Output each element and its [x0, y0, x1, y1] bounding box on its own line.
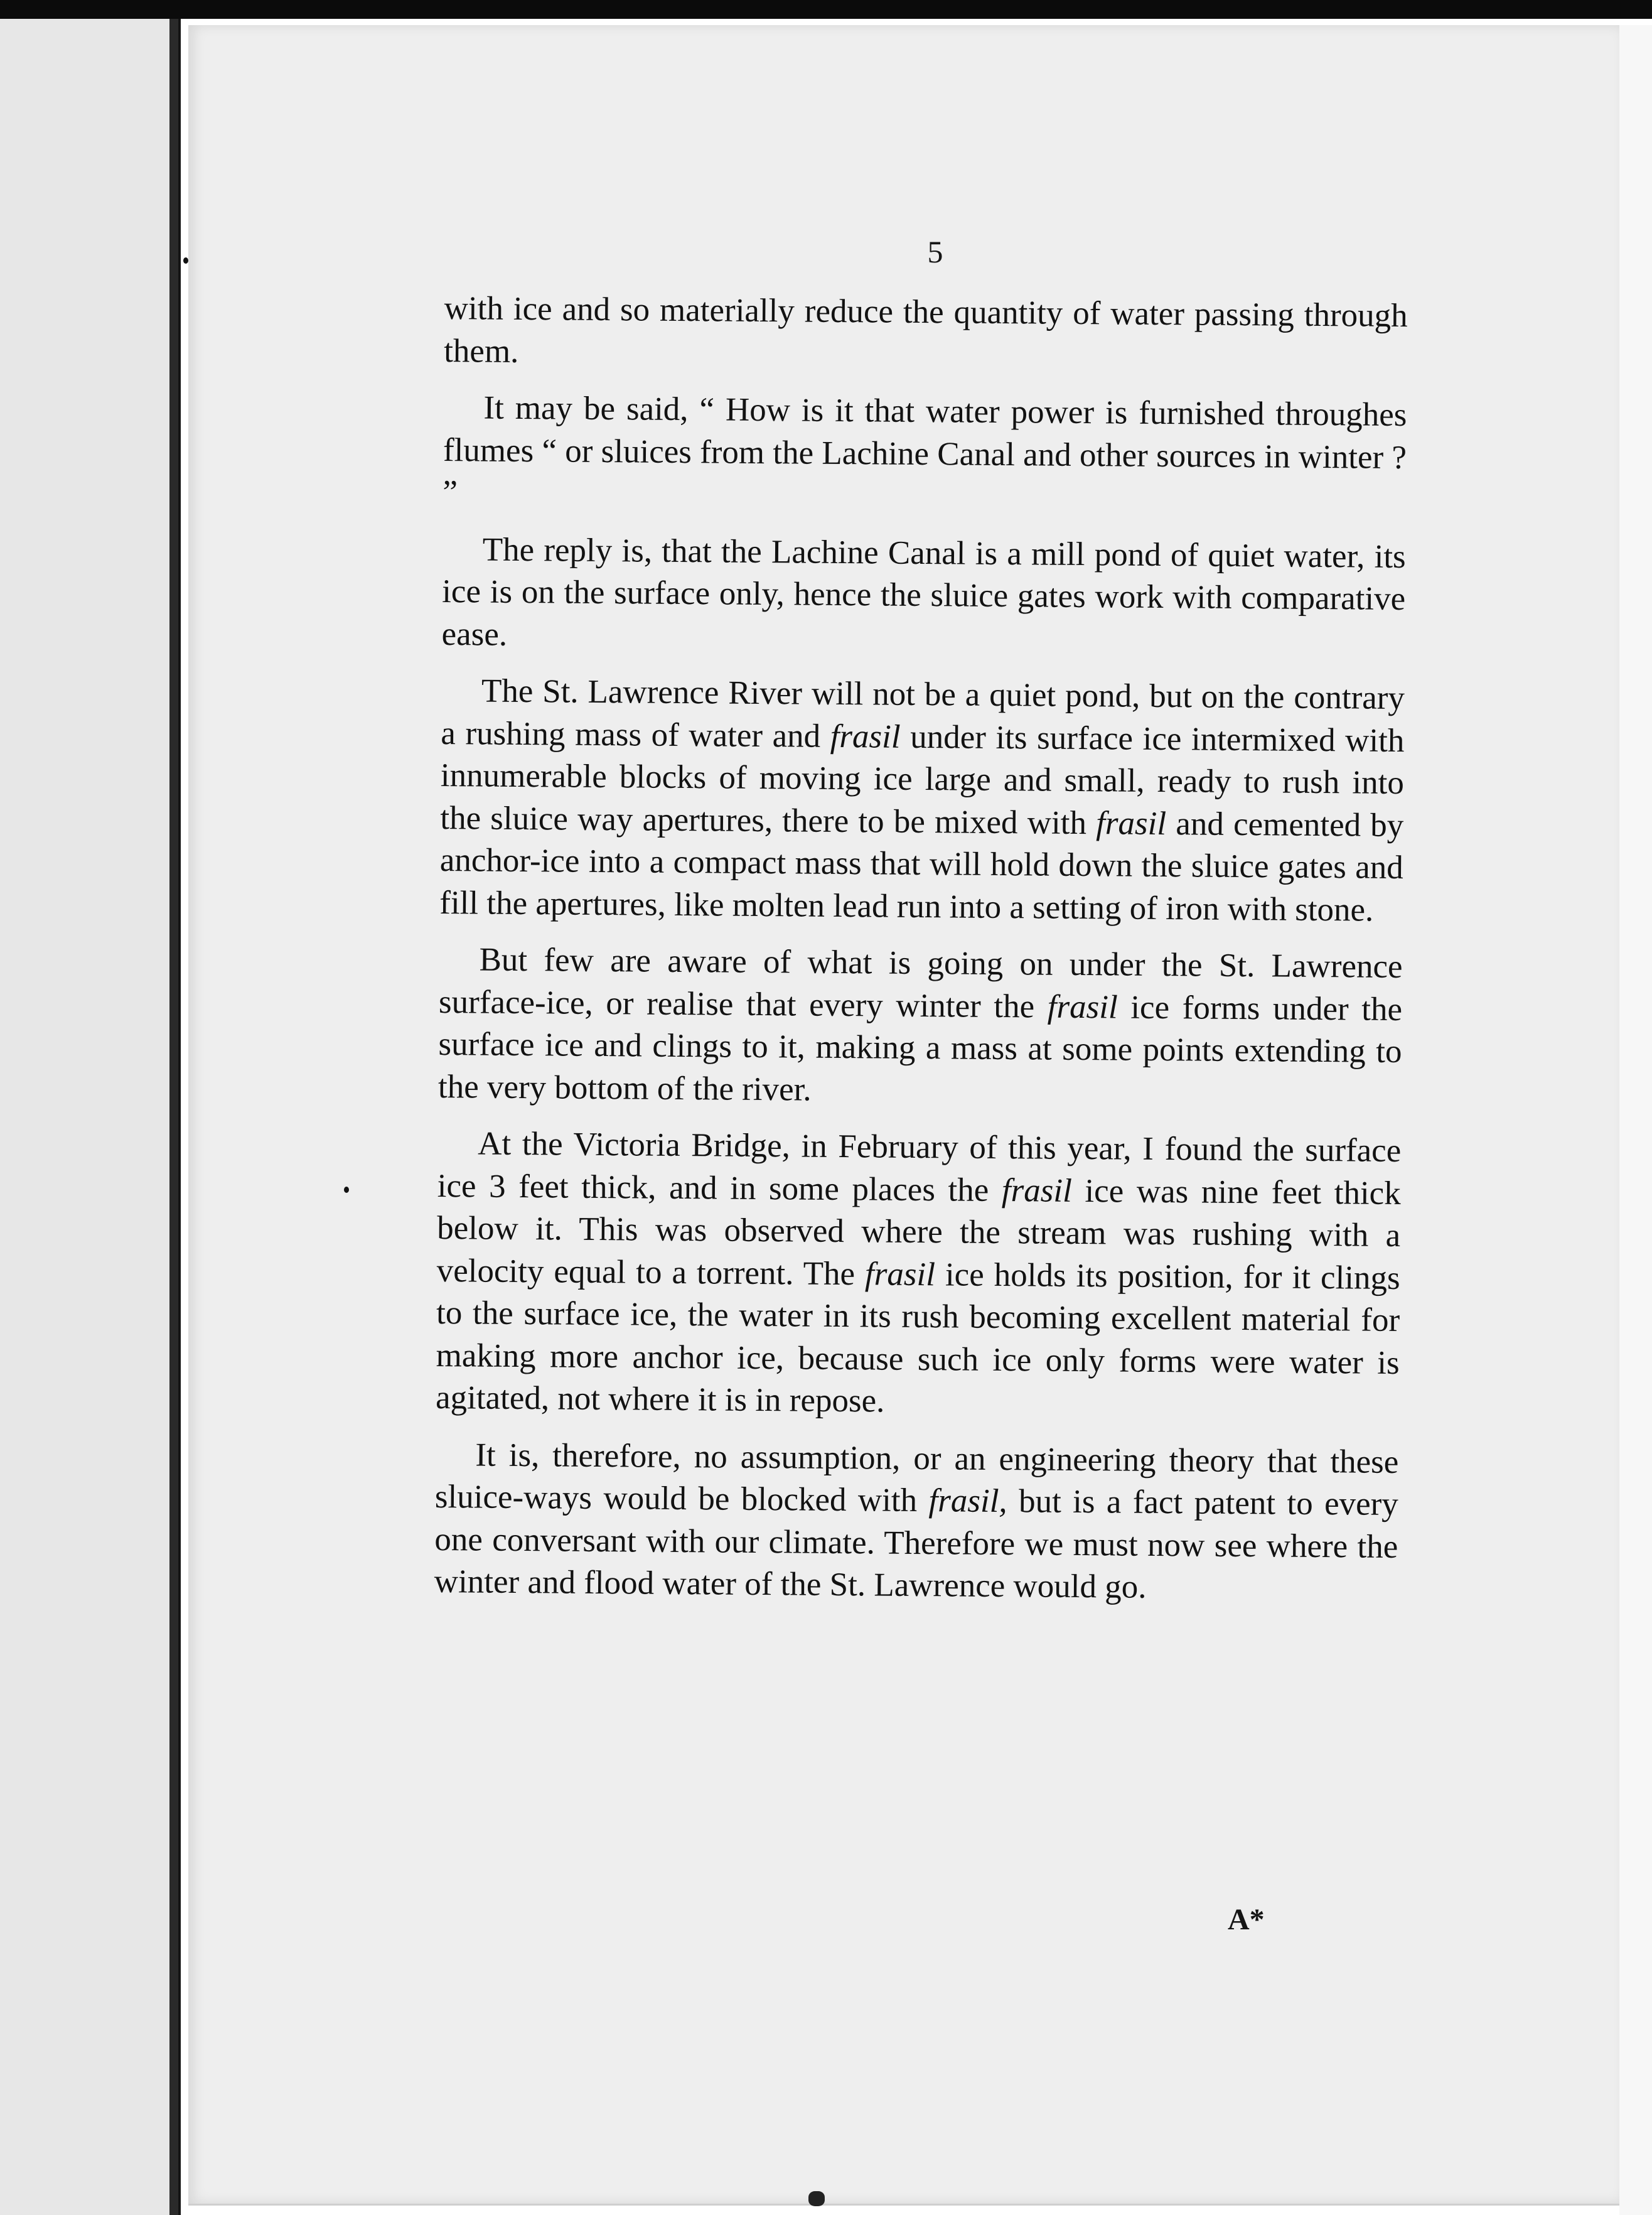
text-run: It may be said, “ How is it that water power is furnished throughes flumes “ or sluices from the Lachine Canal and other sources in winter ? ”: [442, 389, 1407, 511]
text-run: ice forms under the surface ice and clings to it, making a mass at some points extending to the very bottom of the river.: [437, 988, 1403, 1108]
book-gutter: [169, 19, 178, 2215]
paragraph: [441, 528, 1406, 663]
text-run: It is, therefore, no assumption, or an engineering theory that these sluice-ways would be blocked with: [434, 1436, 1399, 1519]
text-run: The St. Lawrence River will not be a quiet pond, but on the contrary a rushing mass of water and: [441, 672, 1405, 755]
italic-term: frasil,: [928, 1482, 1007, 1520]
italic-term: frasil: [1047, 988, 1118, 1025]
italic-term: frasil: [830, 718, 901, 755]
paragraph: [442, 387, 1407, 522]
paragraph: [438, 939, 1403, 1116]
italic-term: frasil: [864, 1255, 936, 1293]
stray-ink-mark: [183, 257, 188, 264]
text-run: The reply is, that the Lachine Canal is a mill pond of quiet water, its ice is on the surface only, hence the sluice gates work with comparative ease.: [441, 531, 1406, 653]
text-run: ice holds its position, for it clings to the surface ice, the water in its rush becoming excellent material for making more anchor ice, because such ice only forms were water is agitated, not where it is in repose.: [435, 1256, 1400, 1420]
page-margin-right: [1619, 25, 1652, 2215]
text-run: ice was nine feet thick below it. This was observed where the stream was rushing with a velocity equal to a torrent. The: [436, 1172, 1401, 1292]
italic-term: frasil: [1095, 804, 1167, 842]
stray-ink-mark: [344, 1187, 349, 1193]
scanner-top-band: [0, 0, 1652, 19]
paragraph: [439, 670, 1405, 932]
paragraph: [434, 1433, 1399, 1610]
text-run: At the Victoria Bridge, in February of this year, I found the surface ice 3 feet thick, and in some places the: [437, 1125, 1402, 1209]
facing-page-blank: [0, 19, 181, 2215]
printer-signature-mark: A*: [1228, 1903, 1265, 1936]
text-run: But few are aware of what is going on under the St. Lawrence surface-ice, or realise that every winter the: [438, 941, 1403, 1025]
italic-term: frasil: [1001, 1172, 1073, 1209]
text-run: and cemented by anchor-ice into a compact mass that will hold down the sluice gates and fill the apertures, like molten lead run into a setting of iron with stone.: [439, 805, 1404, 929]
page-number: 5: [927, 234, 943, 269]
text-run: under its surface ice intermixed with innumerable blocks of moving ice large and small, ready to rush into the sluice way apertures, there to be mixed with: [440, 718, 1405, 841]
text-run: but is a fact patent to every one conversant with our climate. Therefore we must now see where the winter and flood water of the St. Lawrence would go.: [434, 1483, 1399, 1605]
stray-ink-mark: [808, 2191, 825, 2206]
body-text: [434, 288, 1408, 1625]
text-run: with ice and so materially reduce the quantity of water passing through them.: [443, 289, 1408, 370]
paragraph: [436, 1123, 1402, 1427]
paragraph: [444, 288, 1408, 380]
